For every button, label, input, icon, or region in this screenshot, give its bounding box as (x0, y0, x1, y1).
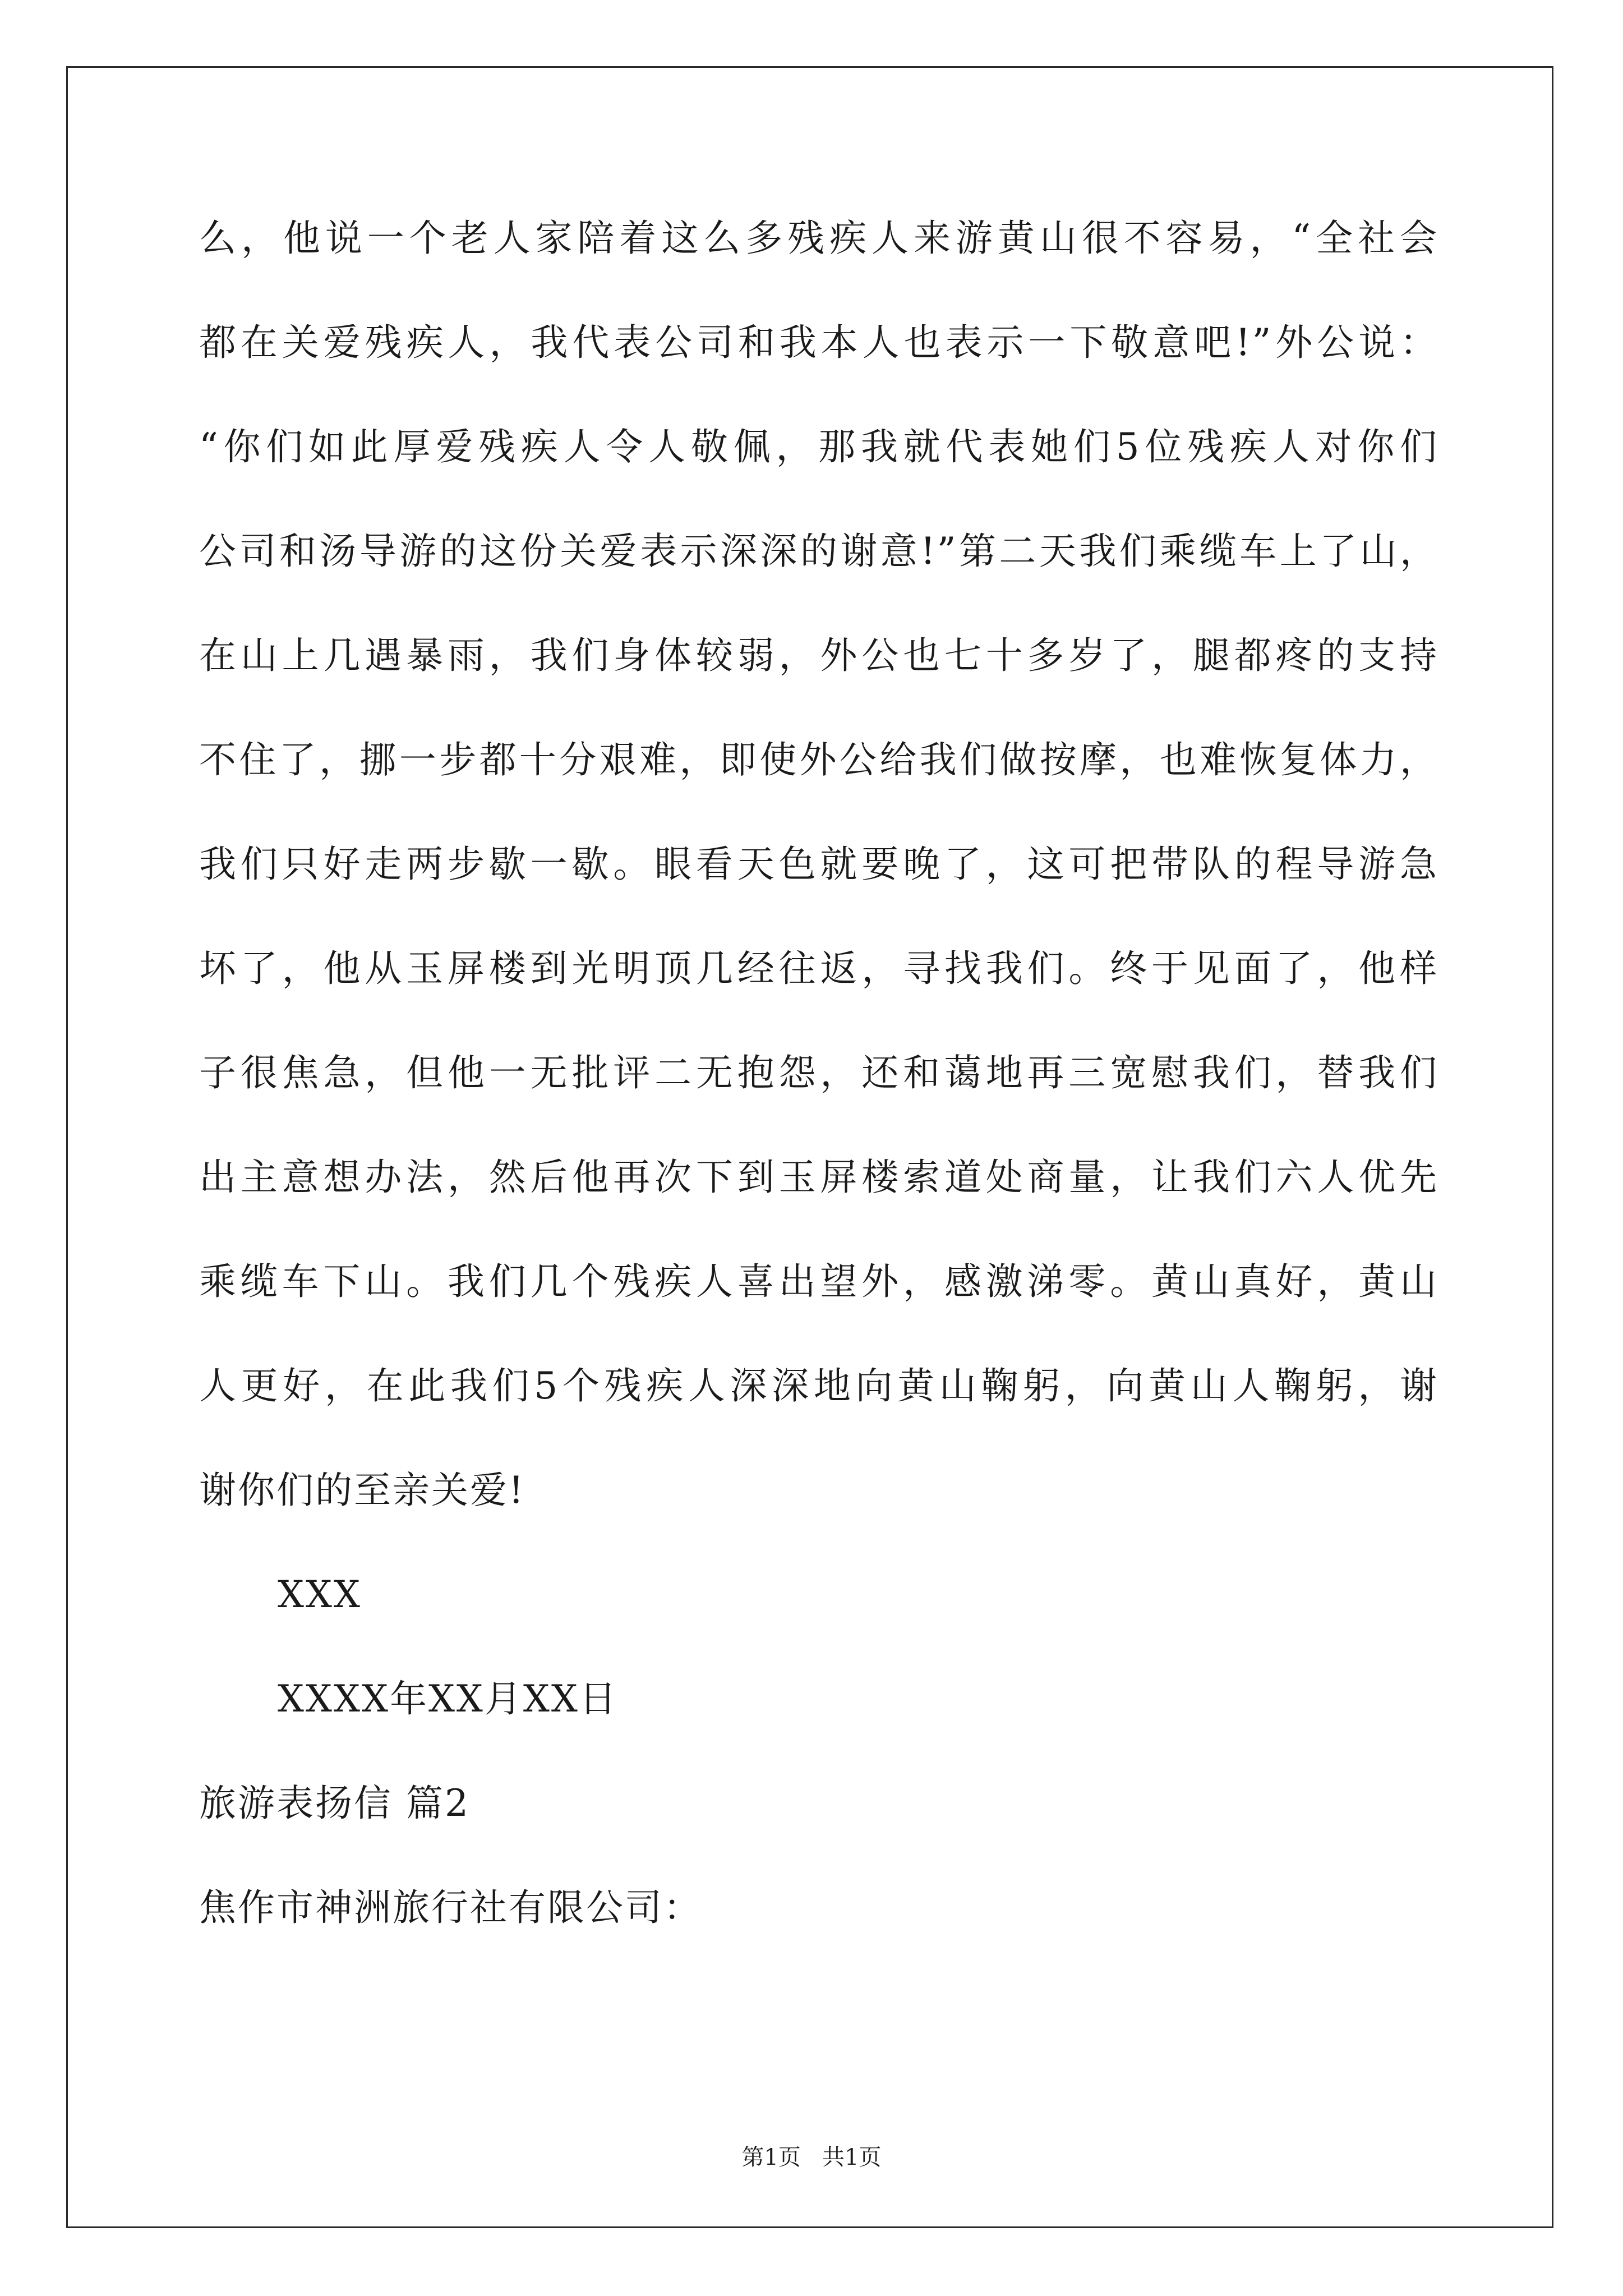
page-footer: 第1页 共1页 (741, 2145, 882, 2170)
body-line-5: 在山上几遇暴雨，我们身体较弱，外公也七十多岁了，腿都疼的支持 (199, 634, 1438, 677)
body-line-1: 么，他说一个老人家陪着这么多残疾人来游黄山很不容易，“全社会 (199, 217, 1438, 260)
body-line-13: 谢你们的至亲关爱! (199, 1469, 525, 1512)
body-line-6: 不住了，挪一步都十分艰难，即使外公给我们做按摩，也难恢复体力， (199, 738, 1438, 781)
salutation: 焦作市神洲旅行社有限公司： (199, 1886, 702, 1929)
letter-date: XXXX年XX月XX日 (278, 1677, 618, 1720)
body-line-7: 我们只好走两步歇一歇。眼看天色就要晚了，这可把带队的程导游急 (199, 843, 1438, 886)
body-line-12: 人更好，在此我们5个残疾人深深地向黄山鞠躬，向黄山人鞠躬，谢 (199, 1364, 1438, 1407)
body-line-9: 子很焦急，但他一无批评二无抱怨，还和蔼地再三宽慰我们，替我们 (199, 1051, 1438, 1094)
body-line-3: “你们如此厚爱残疾人令人敬佩，那我就代表她们5位残疾人对你们 (199, 425, 1438, 468)
signature: XXX (278, 1573, 362, 1616)
document-body (199, 213, 1438, 1987)
section-title: 旅游表扬信 篇2 (199, 1782, 470, 1825)
body-line-8: 坏了，他从玉屏楼到光明顶几经往返，寻找我们。终于见面了，他样 (199, 947, 1438, 990)
body-line-10: 出主意想办法，然后他再次下到玉屏楼索道处商量，让我们六人优先 (199, 1156, 1438, 1199)
body-line-4: 公司和汤导游的这份关爱表示深深的谢意!”第二天我们乘缆车上了山， (199, 530, 1438, 573)
body-line-2: 都在关爱残疾人，我代表公司和我本人也表示一下敬意吧!”外公说： (199, 321, 1438, 364)
body-line-11: 乘缆车下山。我们几个残疾人喜出望外，感激涕零。黄山真好，黄山 (199, 1260, 1438, 1303)
